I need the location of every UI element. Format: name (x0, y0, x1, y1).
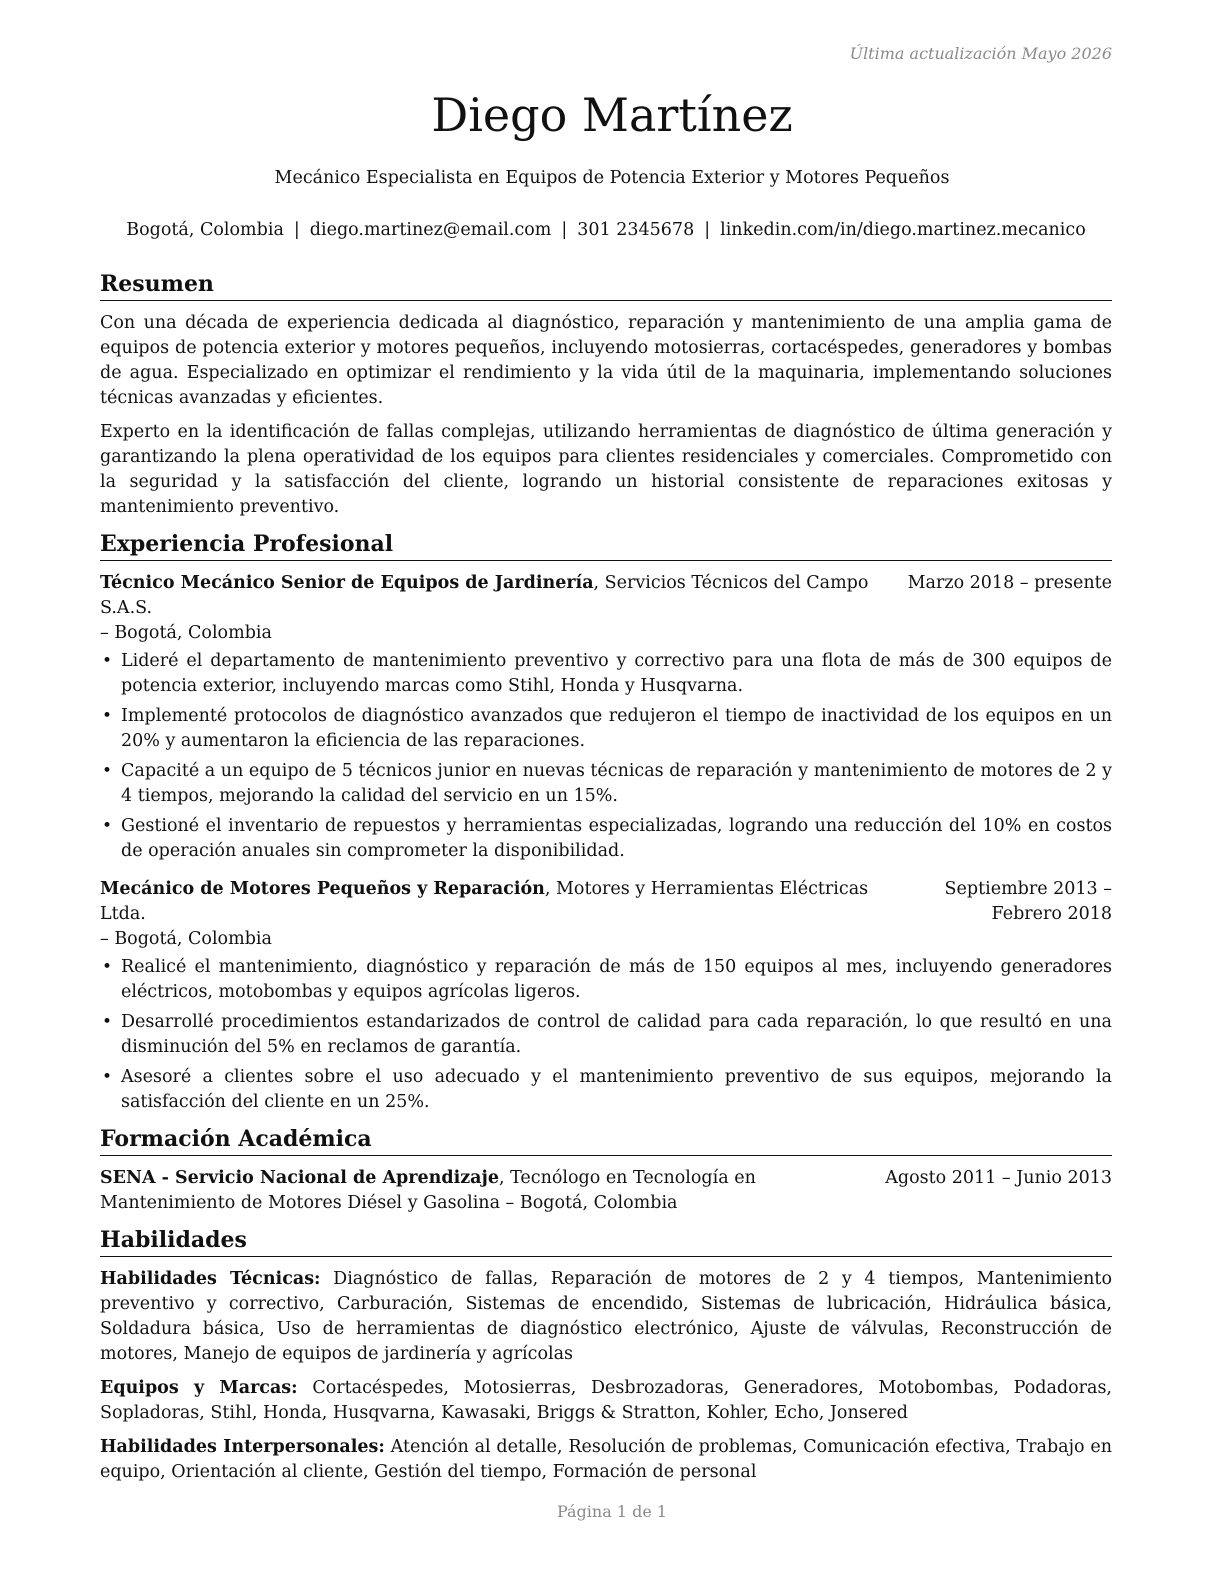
last-updated: Última actualización Mayo 2026 (849, 44, 1112, 63)
summary-paragraph: Experto en la identificación de fallas complejas, utilizando herramientas de diagnóstico de última generación y garantizando la plena operatividad de los equipos para clientes residenciales y comerciales. Comprometido con la seguridad y la satisfacción del cliente, logrando un historial consistente de reparaciones exitosas y mantenimiento preventivo. (100, 422, 1112, 517)
education-degree: , Tecnólogo en Tecnología en Mantenimiento de Motores Diésel y Gasolina – Bogotá, Colombia (100, 1168, 756, 1213)
experience-section (100, 530, 1112, 1115)
section-title-education: Formación Académica (100, 1125, 1112, 1156)
job-header (100, 877, 1112, 952)
section-title-summary: Resumen (100, 270, 1112, 301)
skill-group-text: Cortacéspedes, Motosierras, Desbrozadoras, Generadores, Motobombas, Podadoras, Sopladoras, Stihl, Honda, Husqvarna, Kawasaki, Briggs & Stratton, Kohler, Echo, Jonsered (100, 1378, 1112, 1423)
skill-group-label: Habilidades Interpersonales: (100, 1437, 385, 1457)
job-bullet: • Capacité a un equipo de 5 técnicos junior en nuevas técnicas de reparación y mantenimiento de motores de 2 y 4 tiempos, mejorando la calidad del servicio en un 15%. (100, 759, 1112, 809)
candidate-title: Mecánico Especialista en Equipos de Potencia Exterior y Motores Pequeños (274, 168, 950, 188)
job-entry (100, 571, 1112, 864)
job-bullet: • Implementé protocolos de diagnóstico avanzados que redujeron el tiempo de inactividad de los equipos en un 20% y aumentaron la eficiencia de las reparaciones. (100, 704, 1112, 754)
candidate-name: Diego Martínez (431, 88, 793, 142)
contact-separator: | (561, 220, 568, 240)
job-bullet: • Lideré el departamento de mantenimiento preventivo y correctivo para una flota de más de 300 equipos de potencia exterior, incluyendo marcas como Stihl, Honda y Husqvarna. (100, 649, 1112, 699)
job-bullet: • Realicé el mantenimiento, diagnóstico y reparación de más de 150 equipos al mes, incluyendo generadores eléctricos, motobombas y equipos agrícolas ligeros. (100, 955, 1112, 1005)
contact-email[interactable]: diego.martinez@email.com (309, 220, 552, 240)
skill-group (100, 1435, 1112, 1485)
contact-line (100, 220, 1112, 240)
resume-content (100, 270, 1112, 1495)
section-title-skills: Habilidades (100, 1226, 1112, 1257)
job-location: – Bogotá, Colombia (100, 929, 272, 949)
contact-separator: | (293, 220, 300, 240)
job-dates: Marzo 2018 – presente (907, 573, 1112, 593)
skill-group (100, 1267, 1112, 1367)
job-entry (100, 877, 1112, 1115)
contact-location: Bogotá, Colombia (126, 220, 284, 240)
job-bullet: • Desarrollé procedimientos estandarizados de control de calidad para cada reparación, lo que resultó en una disminución del 5% en reclamos de garantía. (100, 1010, 1112, 1060)
summary-paragraph: Con una década de experiencia dedicada al diagnóstico, reparación y mantenimiento de una amplia gama de equipos de potencia exterior y motores pequeños, incluyendo motosierras, cortacéspedes, generadores y bombas de agua. Especializado en optimizar el rendimiento y la vida útil de la maquinaria, implementando soluciones técnicas avanzadas y eficientes. (100, 313, 1112, 408)
contact-linkedin[interactable]: linkedin.com/in/diego.martinez.mecanico (720, 220, 1086, 240)
job-bullet: • Gestioné el inventario de repuestos y herramientas especializadas, logrando una reducción del 10% en costos de operación anuales sin comprometer la disponibilidad. (100, 814, 1112, 864)
education-dates: Agosto 2011 – Junio 2013 (885, 1168, 1112, 1188)
skills-section (100, 1226, 1112, 1485)
job-header (100, 571, 1112, 621)
page-number: Página 1 de 1 (556, 1502, 668, 1521)
job-bullets (100, 649, 1112, 864)
job-company: , Motores y Herramientas Eléctricas Ltda. (100, 879, 869, 924)
skill-group-text: Diagnóstico de fallas, Reparación de motores de 2 y 4 tiempos, Mantenimiento preventivo y correctivo, Carburación, Sistemas de encendido, Sistemas de lubricación, Hidráulica básica, Soldadura básica, Uso de herramientas de diagnóstico electrónico, Ajuste de válvulas, Reconstrucción de motores, Manejo de equipos de jardinería y agrícolas (100, 1269, 1112, 1364)
job-bullet: • Asesoré a clientes sobre el uso adecuado y el mantenimiento preventivo de sus equipos, mejorando la satisfacción del cliente en un 25%. (100, 1065, 1112, 1115)
contact-phone: 301 2345678 (577, 220, 695, 240)
skill-group-text: Atención al detalle, Resolución de problemas, Comunicación efectiva, Trabajo en equipo, Orientación al cliente, Gestión del tiempo, Formación de personal (100, 1437, 1112, 1482)
skill-group (100, 1376, 1112, 1426)
section-title-experience: Experiencia Profesional (100, 530, 1112, 561)
job-location: – Bogotá, Colombia (100, 623, 272, 643)
job-role: Mecánico de Motores Pequeños y Reparación (100, 879, 545, 899)
job-bullets (100, 955, 1112, 1115)
job-dates: Septiembre 2013 – Febrero 2018 (944, 879, 1112, 924)
contact-separator: | (704, 220, 711, 240)
job-role: Técnico Mecánico Senior de Equipos de Jardinería (100, 573, 594, 593)
skill-group-label: Equipos y Marcas: (100, 1378, 298, 1398)
job-company: , Servicios Técnicos del Campo S.A.S. (100, 573, 869, 618)
education-entry (100, 1166, 1112, 1216)
summary-section (100, 270, 1112, 520)
education-institution: SENA - Servicio Nacional de Aprendizaje (100, 1168, 499, 1188)
skill-group-label: Habilidades Técnicas: (100, 1269, 321, 1289)
education-section (100, 1125, 1112, 1216)
